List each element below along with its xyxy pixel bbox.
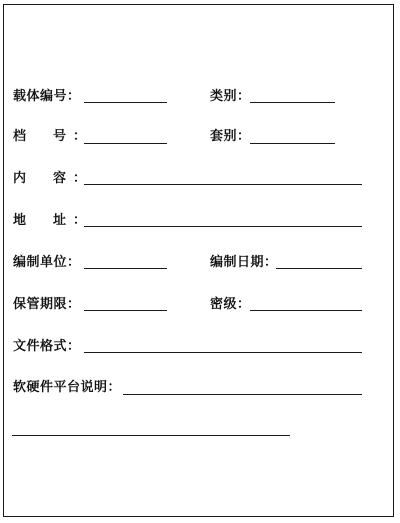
compiling-unit-field[interactable] [84, 268, 167, 269]
hw-sw-platform-label: 软硬件平台说明： [13, 380, 122, 395]
content-field[interactable] [84, 184, 362, 185]
continuation-line-field[interactable] [12, 435, 290, 436]
category-field[interactable] [250, 102, 335, 103]
set-field[interactable] [250, 143, 335, 144]
file-format-label: 文件格式： [13, 339, 81, 354]
retention-period-label: 保管期限： [13, 297, 81, 312]
label-card-frame [3, 4, 394, 517]
category-label: 类别： [210, 89, 251, 104]
compiling-unit-label: 编制单位： [13, 255, 81, 270]
address-label: 地 址： [13, 213, 94, 228]
file-format-field[interactable] [84, 352, 362, 353]
content-label: 内 容： [13, 171, 94, 186]
compiling-date-field[interactable] [276, 268, 362, 269]
secret-level-field[interactable] [250, 310, 362, 311]
address-field[interactable] [84, 226, 362, 227]
compiling-date-label: 编制日期： [210, 255, 278, 270]
file-number-label: 档 号： [13, 129, 94, 144]
hw-sw-platform-field[interactable] [123, 394, 362, 395]
carrier-number-field[interactable] [84, 102, 167, 103]
set-label: 套别： [210, 129, 251, 144]
file-number-field[interactable] [84, 143, 167, 144]
retention-period-field[interactable] [84, 310, 167, 311]
secret-level-label: 密级： [210, 297, 251, 312]
carrier-number-label: 载体编号： [13, 89, 81, 104]
